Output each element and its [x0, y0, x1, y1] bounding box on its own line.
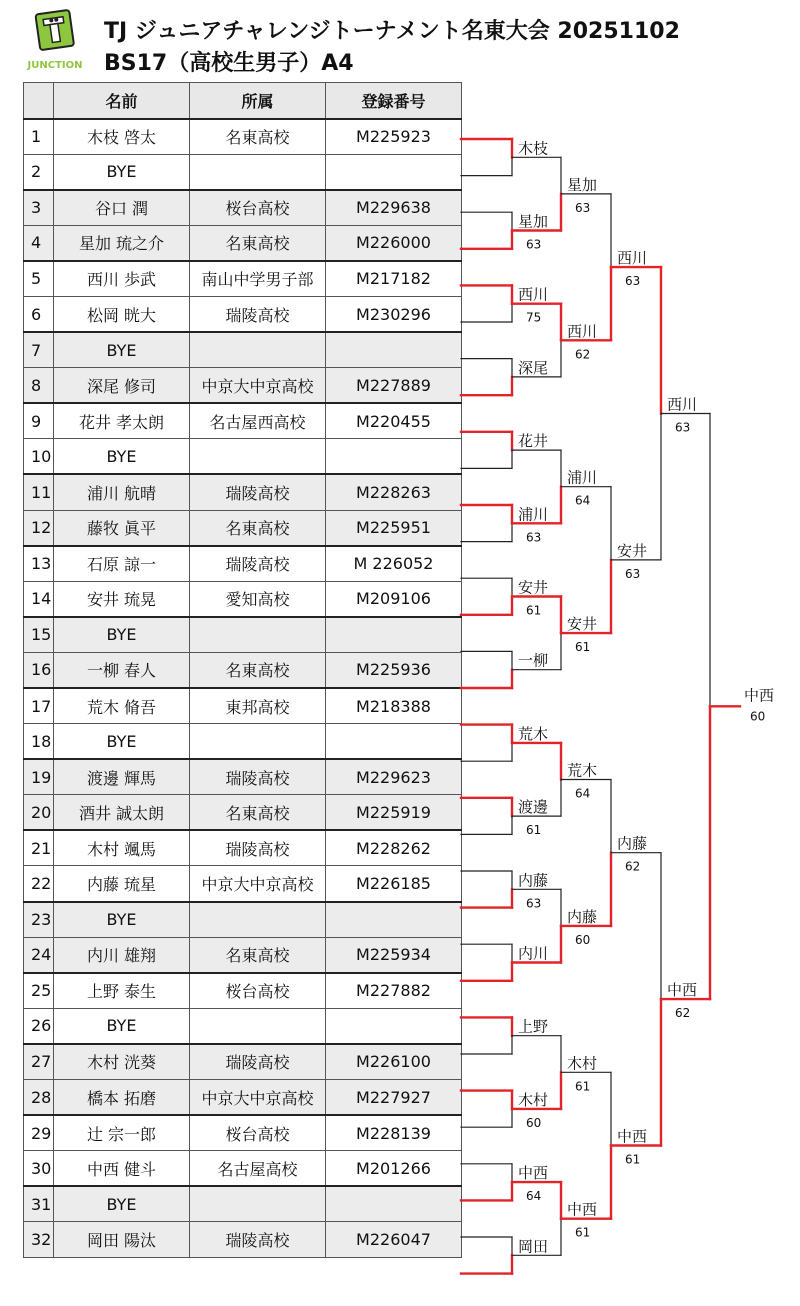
player-name: BYE	[54, 902, 190, 938]
match-winner-name: 渡邊	[518, 798, 549, 817]
player-club: 名古屋高校	[190, 1151, 326, 1187]
draw-number: 5	[24, 261, 54, 297]
match-winner-name: 深尾	[518, 358, 549, 377]
draw-number: 21	[24, 830, 54, 866]
player-name: BYE	[54, 1186, 190, 1222]
player-club: 瑞陵高校	[190, 474, 326, 510]
match-score: 63	[575, 200, 591, 215]
player-name: 上野 泰生	[54, 973, 190, 1009]
draw-number: 20	[24, 795, 54, 831]
registration-id: M225936	[326, 652, 462, 688]
registration-id: M229623	[326, 759, 462, 795]
match-winner-name: 中西	[617, 1127, 648, 1146]
registration-id: M227889	[326, 368, 462, 404]
match-winner-name: 中西	[667, 981, 698, 1000]
match-winner-name: 浦川	[518, 505, 549, 524]
match-score: 63	[675, 420, 691, 435]
draw-number: 4	[24, 225, 54, 261]
draw-number: 2	[24, 154, 54, 190]
player-club: 中京大中京高校	[190, 1080, 326, 1116]
registration-id: M217182	[326, 261, 462, 297]
player-name: 一柳 春人	[54, 652, 190, 688]
player-name: 辻 宗一郎	[54, 1115, 190, 1151]
player-name: 中西 健斗	[54, 1151, 190, 1187]
player-club: 東邦高校	[190, 688, 326, 724]
draw-number: 29	[24, 1115, 54, 1151]
match-score: 60	[575, 932, 591, 947]
column-header-id: 登録番号	[326, 83, 462, 119]
match-score: 63	[625, 274, 641, 289]
registration-id: M225919	[326, 795, 462, 831]
draw-number: 14	[24, 581, 54, 617]
registration-id: M228263	[326, 474, 462, 510]
registration-id: M209106	[326, 581, 462, 617]
player-name: BYE	[54, 332, 190, 368]
registration-id: M225934	[326, 937, 462, 973]
match-score: 61	[625, 1152, 641, 1167]
draw-number: 12	[24, 510, 54, 546]
player-name: 浦川 航晴	[54, 474, 190, 510]
player-club: 桜台高校	[190, 190, 326, 226]
draw-number: 11	[24, 474, 54, 510]
player-club: 瑞陵高校	[190, 546, 326, 582]
draw-number: 3	[24, 190, 54, 226]
player-name: 橋本 拓磨	[54, 1080, 190, 1116]
match-winner-name: 安井	[617, 541, 648, 560]
champion-name: 中西	[744, 686, 775, 705]
player-club: 名東高校	[190, 510, 326, 546]
match-score: 63	[526, 237, 542, 252]
player-club: 中京大中京高校	[190, 368, 326, 404]
draw-number: 27	[24, 1044, 54, 1080]
player-name: 内藤 琉星	[54, 866, 190, 902]
player-name: 石原 諒一	[54, 546, 190, 582]
registration-id: M226000	[326, 225, 462, 261]
player-name: 星加 琉之介	[54, 225, 190, 261]
draw-number: 22	[24, 866, 54, 902]
match-winner-name: 中西	[518, 1164, 549, 1183]
match-winner-name: 一柳	[518, 651, 549, 670]
registration-id: M226047	[326, 1222, 462, 1258]
registration-id: M227927	[326, 1080, 462, 1116]
registration-id: M220455	[326, 403, 462, 439]
draw-number: 13	[24, 546, 54, 582]
player-club: 桜台高校	[190, 1115, 326, 1151]
match-winner-name: 木村	[518, 1090, 549, 1109]
player-name: 荒木 脩吾	[54, 688, 190, 724]
draw-number: 31	[24, 1186, 54, 1222]
match-score: 61	[575, 1079, 591, 1094]
match-winner-name: 内藤	[518, 871, 549, 890]
svg-text:JUNCTION: JUNCTION	[27, 60, 83, 71]
draw-number: 1	[24, 119, 54, 155]
player-name: 酒井 誠太朗	[54, 795, 190, 831]
player-club: 名東高校	[190, 795, 326, 831]
match-score: 63	[625, 566, 641, 581]
match-winner-name: 安井	[518, 578, 549, 597]
match-winner-name: 上野	[518, 1017, 549, 1036]
draw-number: 15	[24, 617, 54, 653]
match-winner-name: 花井	[518, 432, 549, 451]
registration-id: M229638	[326, 190, 462, 226]
draw-number: 9	[24, 403, 54, 439]
match-score: 61	[575, 640, 591, 655]
player-name: 木枝 啓太	[54, 119, 190, 155]
player-name: 花井 孝太朗	[54, 403, 190, 439]
match-winner-name: 安井	[567, 615, 598, 634]
tournament-title: TJ ジュニアチャレンジトーナメント名東大会 20251102	[104, 19, 680, 44]
match-score: 61	[575, 1225, 591, 1240]
draw-number: 18	[24, 724, 54, 760]
draw-number: 24	[24, 937, 54, 973]
match-score: 62	[625, 859, 641, 874]
draw-number: 25	[24, 973, 54, 1009]
player-name: 木村 洸葵	[54, 1044, 190, 1080]
registration-id: M227882	[326, 973, 462, 1009]
match-winner-name: 中西	[567, 1200, 598, 1219]
event-subtitle: BS17（高校生男子）A4	[104, 51, 354, 76]
registration-id: M 226052	[326, 546, 462, 582]
draw-number: 16	[24, 652, 54, 688]
player-club: 桜台高校	[190, 973, 326, 1009]
draw-number: 26	[24, 1008, 54, 1044]
draw-number: 28	[24, 1080, 54, 1116]
registration-id: M225923	[326, 119, 462, 155]
player-name: 谷口 潤	[54, 190, 190, 226]
player-name: BYE	[54, 439, 190, 475]
draw-number: 8	[24, 368, 54, 404]
match-winner-name: 西川	[518, 285, 549, 304]
registration-id: M226100	[326, 1044, 462, 1080]
match-score: 61	[526, 823, 542, 838]
player-name: 西川 歩武	[54, 261, 190, 297]
match-score: 62	[575, 347, 591, 362]
player-club: 瑞陵高校	[190, 1222, 326, 1258]
player-name: 深尾 修司	[54, 368, 190, 404]
player-name: 渡邊 輝馬	[54, 759, 190, 795]
registration-id: M228262	[326, 830, 462, 866]
player-club: 中京大中京高校	[190, 866, 326, 902]
draw-number: 23	[24, 902, 54, 938]
match-winner-name: 西川	[617, 249, 648, 268]
match-score: 61	[526, 603, 542, 618]
match-winner-name: 浦川	[567, 468, 598, 487]
player-club: 名古屋西高校	[190, 403, 326, 439]
player-name: 安井 琉晃	[54, 581, 190, 617]
registration-id: M201266	[326, 1151, 462, 1187]
draw-number: 6	[24, 296, 54, 332]
player-club: 瑞陵高校	[190, 830, 326, 866]
player-club: 愛知高校	[190, 581, 326, 617]
player-club: 南山中学男子部	[190, 261, 326, 297]
player-club: 瑞陵高校	[190, 1044, 326, 1080]
draw-number: 30	[24, 1151, 54, 1187]
match-winner-name: 西川	[667, 395, 698, 414]
registration-id: M225951	[326, 510, 462, 546]
column-header-name: 名前	[54, 83, 190, 119]
match-score: 63	[526, 896, 542, 911]
match-winner-name: 内川	[518, 944, 549, 963]
player-name: BYE	[54, 724, 190, 760]
match-winner-name: 星加	[518, 212, 549, 231]
draw-number: 10	[24, 439, 54, 475]
player-name: BYE	[54, 1008, 190, 1044]
registration-id: M226185	[326, 866, 462, 902]
match-winner-name: 荒木	[518, 724, 549, 743]
match-score: 64	[526, 1189, 542, 1204]
player-name: 岡田 陽汰	[54, 1222, 190, 1258]
match-winner-name: 内藤	[567, 907, 598, 926]
player-name: 藤牧 眞平	[54, 510, 190, 546]
player-club: 名東高校	[190, 225, 326, 261]
player-club: 瑞陵高校	[190, 296, 326, 332]
column-header-club: 所属	[190, 83, 326, 119]
player-club: 名東高校	[190, 937, 326, 973]
player-name: 内川 雄翔	[54, 937, 190, 973]
player-club: 名東高校	[190, 119, 326, 155]
match-winner-name: 荒木	[567, 761, 598, 780]
player-club: 名東高校	[190, 652, 326, 688]
match-score: 63	[526, 530, 542, 545]
match-score: 64	[575, 493, 591, 508]
registration-id: M230296	[326, 296, 462, 332]
match-score: 62	[675, 1006, 691, 1021]
match-winner-name: 内藤	[617, 834, 648, 853]
match-winner-name: 木枝	[518, 139, 549, 158]
final-score: 60	[750, 709, 766, 724]
registration-id: M228139	[326, 1115, 462, 1151]
draw-number: 17	[24, 688, 54, 724]
match-winner-name: 星加	[567, 175, 598, 194]
player-name: BYE	[54, 154, 190, 190]
player-club: 瑞陵高校	[190, 759, 326, 795]
match-score: 75	[526, 310, 542, 325]
match-winner-name: 西川	[567, 322, 598, 341]
registration-id: M218388	[326, 688, 462, 724]
match-winner-name: 木村	[567, 1054, 598, 1073]
draw-number: 32	[24, 1222, 54, 1258]
match-score: 60	[526, 1115, 542, 1130]
draw-number: 7	[24, 332, 54, 368]
player-name: 松岡 晄大	[54, 296, 190, 332]
match-winner-name: 岡田	[518, 1237, 549, 1256]
player-name: 木村 颯馬	[54, 830, 190, 866]
match-score: 64	[575, 786, 591, 801]
draw-number: 19	[24, 759, 54, 795]
player-name: BYE	[54, 617, 190, 653]
